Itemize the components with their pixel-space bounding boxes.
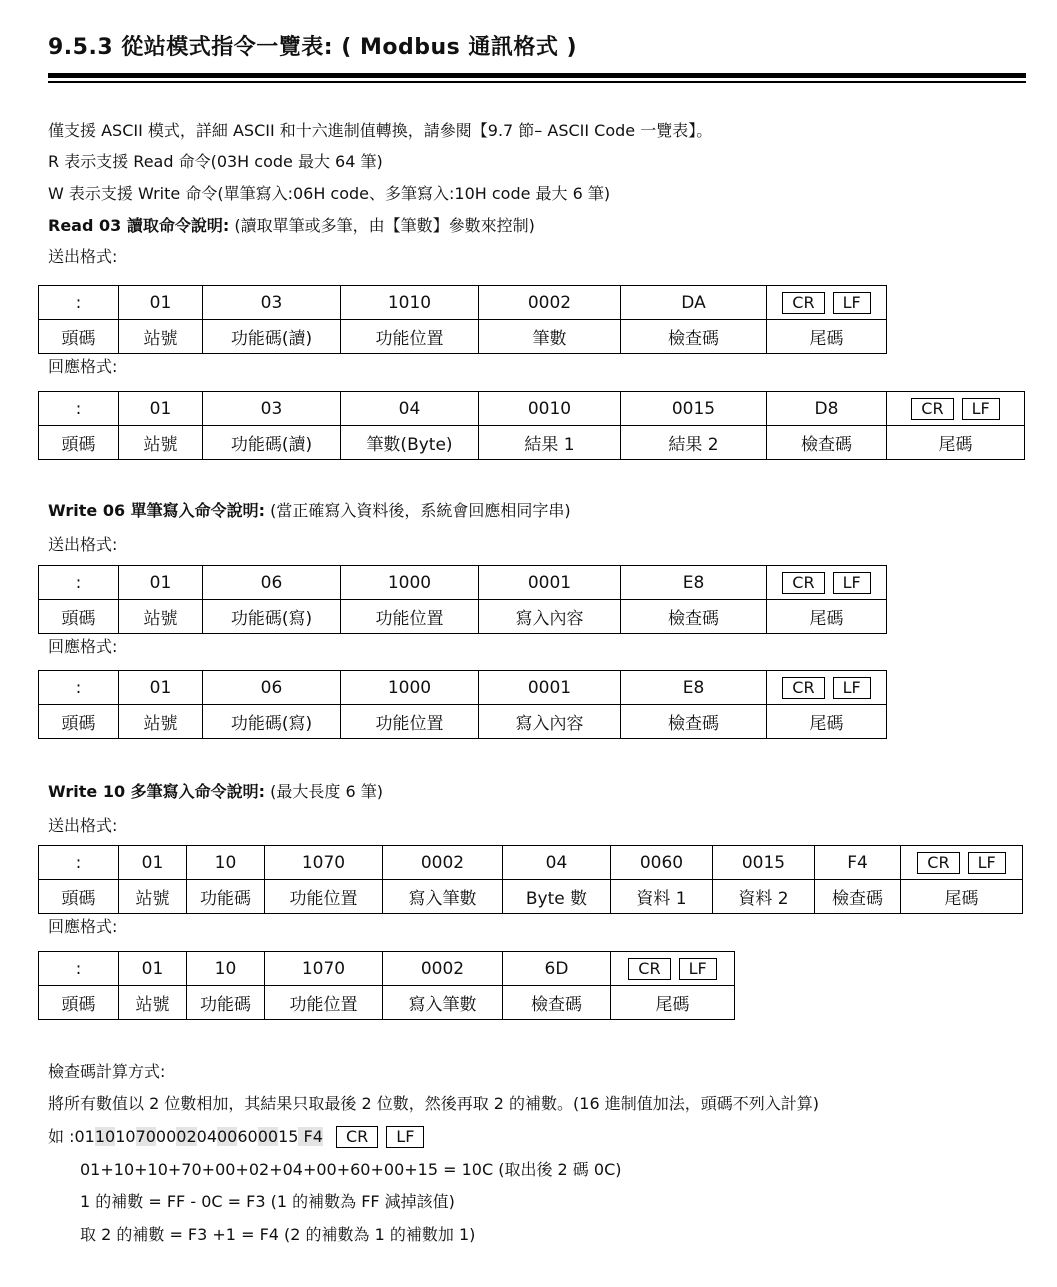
write06-resp-label: 回應格式: [48, 637, 118, 656]
checksum-example-byte: 00 [155, 1127, 177, 1146]
label-cell: 頭碼 [39, 600, 119, 634]
value-cell: 1070 [265, 846, 383, 880]
label-cell: 站號 [119, 600, 203, 634]
write10-send-table [38, 845, 1023, 914]
end-code-cell [767, 671, 887, 705]
value-cell: DA [621, 286, 767, 320]
value-cell: 01 [119, 671, 203, 705]
label-row [39, 880, 1023, 914]
label-cell: 資料 1 [611, 880, 713, 914]
label-cell: 功能位置 [341, 320, 479, 354]
label-cell: 功能碼(讀) [203, 426, 341, 460]
label-cell: 功能碼(寫) [203, 705, 341, 739]
value-cell: 01 [119, 392, 203, 426]
cr-box: CR [628, 958, 670, 980]
intro-line-1: 僅支援 ASCII 模式，詳細 ASCII 和十六進制值轉換，請參閱【9.7 節– ASCII Code 一覽表】。 [48, 121, 713, 140]
value-cell: 01 [119, 846, 187, 880]
write10-resp-table [38, 951, 735, 1020]
value-cell: 1010 [341, 286, 479, 320]
value-row [39, 952, 735, 986]
value-cell: 0015 [713, 846, 815, 880]
label-cell: 功能位置 [341, 705, 479, 739]
value-cell: : [39, 952, 119, 986]
end-code-cell [887, 392, 1025, 426]
label-cell: 筆數 [479, 320, 621, 354]
value-cell: 6D [503, 952, 611, 986]
checksum-example [48, 1126, 424, 1148]
value-cell: 0002 [479, 286, 621, 320]
write06-heading-line [48, 500, 571, 522]
intro-line-3: W 表示支援 Write 命令(單筆寫入:06H code、多筆寫入:10H code 最大 6 筆) [48, 184, 611, 203]
label-cell: 功能碼(寫) [203, 600, 341, 634]
value-cell: 0015 [621, 392, 767, 426]
intro-line-2: R 表示支援 Read 命令(03H code 最大 64 筆) [48, 152, 383, 171]
label-cell: 尾碼 [767, 705, 887, 739]
value-cell: E8 [621, 671, 767, 705]
checksum-example-byte: 01 [74, 1127, 95, 1146]
value-cell: 04 [503, 846, 611, 880]
label-cell: 寫入筆數 [383, 880, 503, 914]
lf-box: LF [833, 292, 871, 314]
title-rule-thick [48, 73, 1026, 78]
read03-heading-line [48, 215, 535, 237]
write06-resp-table [38, 670, 887, 739]
value-cell: : [39, 566, 119, 600]
checksum-example-parts [74, 1127, 298, 1146]
end-code-cell [611, 952, 735, 986]
label-row [39, 705, 887, 739]
title-rule-thin [48, 81, 1026, 83]
label-cell: 功能碼 [187, 880, 265, 914]
write10-heading-line [48, 781, 383, 803]
cr-box: CR [782, 292, 824, 314]
write10-resp-label: 回應格式: [48, 917, 118, 936]
label-cell: 功能碼(讀) [203, 320, 341, 354]
label-cell: 站號 [119, 320, 203, 354]
value-cell: 0001 [479, 566, 621, 600]
label-cell: 功能位置 [265, 986, 383, 1020]
value-row [39, 846, 1023, 880]
label-cell: 站號 [119, 705, 203, 739]
value-cell: 1000 [341, 566, 479, 600]
label-cell: 頭碼 [39, 705, 119, 739]
label-cell: 檢查碼 [621, 320, 767, 354]
label-cell: 結果 2 [621, 426, 767, 460]
checksum-example-byte: 10 [94, 1127, 116, 1146]
value-cell: 1070 [265, 952, 383, 986]
write06-heading: Write 06 單筆寫入命令說明: [48, 501, 266, 520]
value-cell: : [39, 846, 119, 880]
value-cell: 04 [341, 392, 479, 426]
checksum-example-byte: 10 [115, 1127, 136, 1146]
label-cell: 功能位置 [265, 880, 383, 914]
lf-box: LF [833, 572, 871, 594]
checksum-example-byte: 70 [135, 1127, 156, 1146]
label-row [39, 600, 887, 634]
checksum-example-byte: 00 [217, 1127, 238, 1146]
checksum-step-2: 1 的補數 = FF - 0C = F3 (1 的補數為 FF 減掉該值) [80, 1192, 455, 1211]
lf-box: LF [386, 1126, 424, 1148]
checksum-example-prefix: 如 : [48, 1127, 75, 1146]
label-cell: 寫入內容 [479, 705, 621, 739]
write10-send-label: 送出格式: [48, 816, 118, 835]
label-cell: 尾碼 [767, 600, 887, 634]
value-cell: 06 [203, 671, 341, 705]
value-cell: : [39, 671, 119, 705]
write06-send-label: 送出格式: [48, 535, 118, 554]
checksum-example-byte: 04 [196, 1127, 217, 1146]
checksum-example-check: F4 [298, 1127, 323, 1146]
lf-box: LF [968, 852, 1006, 874]
label-cell: 筆數(Byte) [341, 426, 479, 460]
label-cell: 寫入筆數 [383, 986, 503, 1020]
checksum-rule: 將所有數值以 2 位數相加，其結果只取最後 2 位數，然後再取 2 的補數。(16 進制值加法，頭碼不列入計算) [48, 1094, 819, 1113]
label-cell: 檢查碼 [621, 705, 767, 739]
checksum-example-byte: 60 [237, 1127, 258, 1146]
label-row [39, 320, 887, 354]
value-cell: 01 [119, 566, 203, 600]
value-cell: 0002 [383, 952, 503, 986]
cr-box: CR [336, 1126, 378, 1148]
read03-send-label: 送出格式: [48, 247, 118, 266]
checksum-example-byte: 15 [278, 1127, 299, 1146]
value-cell: 06 [203, 566, 341, 600]
read03-resp-table [38, 391, 1025, 460]
value-cell: 03 [203, 392, 341, 426]
page-title: 9.5.3 從站模式指令一覽表: ( Modbus 通訊格式 ) [48, 35, 578, 60]
end-code-cell [767, 566, 887, 600]
lf-box: LF [679, 958, 717, 980]
label-cell: 尾碼 [611, 986, 735, 1020]
write06-note: (當正確寫入資料後，系統會回應相同字串) [265, 501, 571, 520]
label-cell: 尾碼 [887, 426, 1025, 460]
value-row [39, 671, 887, 705]
read03-note: (讀取單筆或多筆，由【筆數】參數來控制) [229, 216, 535, 235]
value-cell: 0010 [479, 392, 621, 426]
label-cell: 檢查碼 [503, 986, 611, 1020]
read03-send-table [38, 285, 887, 354]
cr-box: CR [782, 572, 824, 594]
value-cell: 1000 [341, 671, 479, 705]
value-cell: 0001 [479, 671, 621, 705]
label-cell: 站號 [119, 986, 187, 1020]
checksum-example-byte: 00 [257, 1127, 279, 1146]
value-cell: 03 [203, 286, 341, 320]
label-cell: 結果 1 [479, 426, 621, 460]
checksum-step-3: 取 2 的補數 = F3 +1 = F4 (2 的補數為 1 的補數加 1) [80, 1225, 476, 1244]
label-cell: 頭碼 [39, 320, 119, 354]
end-code-cell [767, 286, 887, 320]
read03-heading: Read 03 讀取命令說明: [48, 216, 230, 235]
write10-note: (最大長度 6 筆) [265, 782, 383, 801]
label-cell: 資料 2 [713, 880, 815, 914]
end-code-cell [901, 846, 1023, 880]
label-cell: 功能碼 [187, 986, 265, 1020]
value-cell: 01 [119, 286, 203, 320]
write06-send-table [38, 565, 887, 634]
lf-box: LF [833, 677, 871, 699]
label-cell: 站號 [119, 426, 203, 460]
write10-heading: Write 10 多筆寫入命令說明: [48, 782, 266, 801]
checksum-step-1: 01+10+10+70+00+02+04+00+60+00+15 = 10C (取出後 2 碼 0C) [80, 1160, 622, 1179]
value-cell: 10 [187, 846, 265, 880]
label-cell: 寫入內容 [479, 600, 621, 634]
value-cell: : [39, 392, 119, 426]
label-cell: 頭碼 [39, 880, 119, 914]
label-row [39, 986, 735, 1020]
value-cell: 0060 [611, 846, 713, 880]
label-cell: 檢查碼 [815, 880, 901, 914]
value-row [39, 286, 887, 320]
label-cell: 頭碼 [39, 986, 119, 1020]
cr-box: CR [782, 677, 824, 699]
label-cell: Byte 數 [503, 880, 611, 914]
value-cell: 01 [119, 952, 187, 986]
value-cell: E8 [621, 566, 767, 600]
label-cell: 檢查碼 [621, 600, 767, 634]
value-cell: 0002 [383, 846, 503, 880]
label-cell: 站號 [119, 880, 187, 914]
checksum-example-byte: 02 [176, 1127, 197, 1146]
read03-resp-label: 回應格式: [48, 357, 118, 376]
label-cell: 尾碼 [767, 320, 887, 354]
checksum-heading: 檢查碼計算方式: [48, 1062, 166, 1081]
value-cell: D8 [767, 392, 887, 426]
checksum-example-endcode [336, 1126, 424, 1148]
cr-box: CR [911, 398, 953, 420]
lf-box: LF [962, 398, 1000, 420]
value-row [39, 392, 1025, 426]
value-cell: 10 [187, 952, 265, 986]
label-cell: 檢查碼 [767, 426, 887, 460]
value-row [39, 566, 887, 600]
cr-box: CR [917, 852, 959, 874]
label-cell: 頭碼 [39, 426, 119, 460]
label-cell: 功能位置 [341, 600, 479, 634]
value-cell: : [39, 286, 119, 320]
label-cell: 尾碼 [901, 880, 1023, 914]
value-cell: F4 [815, 846, 901, 880]
label-row [39, 426, 1025, 460]
